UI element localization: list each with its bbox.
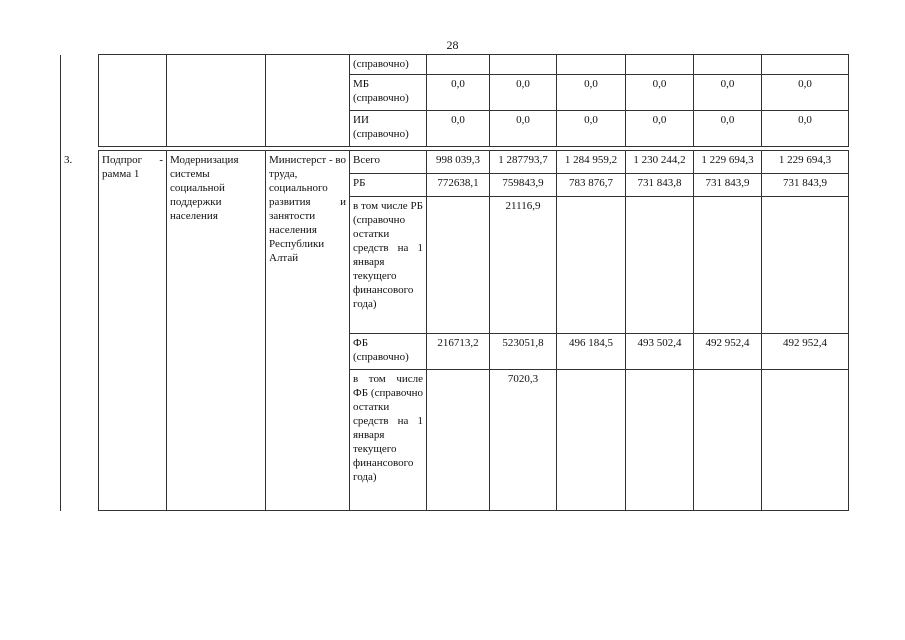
cell-value [557,197,626,334]
cell-source: ИИ (справочно) [350,111,427,147]
cell-value [762,370,849,511]
cell-executor: Министерст - во труда, социального развития и занятости населения Республики Алтай [266,151,350,511]
cell-subprogram-name: Подпрог - рамма 1 [99,151,167,511]
cell-value: 0,0 [557,111,626,147]
cell-value: 731 843,9 [694,174,762,197]
cell-value: 1 229 694,3 [694,151,762,174]
cell-source: в том числе ФБ (справочно остатки средств на 1 января текущего финансового года) [350,370,427,511]
cell-number-empty [61,55,99,147]
cell-value: 0,0 [490,111,557,147]
cell-value: 1 230 244,2 [626,151,694,174]
cell-value: 0,0 [557,75,626,111]
cell-value [694,197,762,334]
cell-value: 492 952,4 [762,334,849,370]
cell-value [626,197,694,334]
cell-value: 0,0 [626,75,694,111]
cell-value [626,55,694,75]
cell-value: 772638,1 [427,174,490,197]
cell-value: 492 952,4 [694,334,762,370]
cell-value [694,370,762,511]
cell-value: 731 843,9 [762,174,849,197]
cell-value [626,370,694,511]
cell-value [427,55,490,75]
cell-source: ФБ (справочно) [350,334,427,370]
cell-source: РБ [350,174,427,197]
cell-value [694,55,762,75]
cell-value: 493 502,4 [626,334,694,370]
cell-value: 1 284 959,2 [557,151,626,174]
cell-value: 759843,9 [490,174,557,197]
budget-table [60,54,849,511]
cell-value: 783 876,7 [557,174,626,197]
cell-value [557,55,626,75]
cell-value: 7020,3 [490,370,557,511]
cell-value: 0,0 [762,75,849,111]
page-number: 28 [446,38,459,52]
cell-value [557,370,626,511]
table-row [61,151,849,174]
cell-value: 0,0 [694,111,762,147]
cell-value: 731 843,8 [626,174,694,197]
cell-source: Всего [350,151,427,174]
cell-value: 0,0 [490,75,557,111]
cell-value [427,197,490,334]
cell-value: 0,0 [626,111,694,147]
cell-source: в том числе РБ (справочно остатки средств на 1 января текущего финансового года) [350,197,427,334]
cell-source: (справочно) [350,55,427,75]
cell-value: 1 287793,7 [490,151,557,174]
cell-source: МБ (справочно) [350,75,427,111]
cell-value: 998 039,3 [427,151,490,174]
cell-value [490,55,557,75]
cell-value: 0,0 [427,111,490,147]
cell-value [762,55,849,75]
cell-subprogram-title: Модернизация системы социальной поддержки населения [167,151,266,511]
table-row [61,55,849,75]
cell-number: 3. [61,151,99,511]
cell-value: 0,0 [762,111,849,147]
cell-executor-empty [266,55,350,147]
cell-value: 523051,8 [490,334,557,370]
cell-subprogram-empty [99,55,167,147]
cell-value [427,370,490,511]
cell-value [762,197,849,334]
cell-value: 1 229 694,3 [762,151,849,174]
cell-value: 496 184,5 [557,334,626,370]
cell-value: 216713,2 [427,334,490,370]
cell-value: 0,0 [694,75,762,111]
cell-title-empty [167,55,266,147]
cell-value: 0,0 [427,75,490,111]
cell-value: 21116,9 [490,197,557,334]
